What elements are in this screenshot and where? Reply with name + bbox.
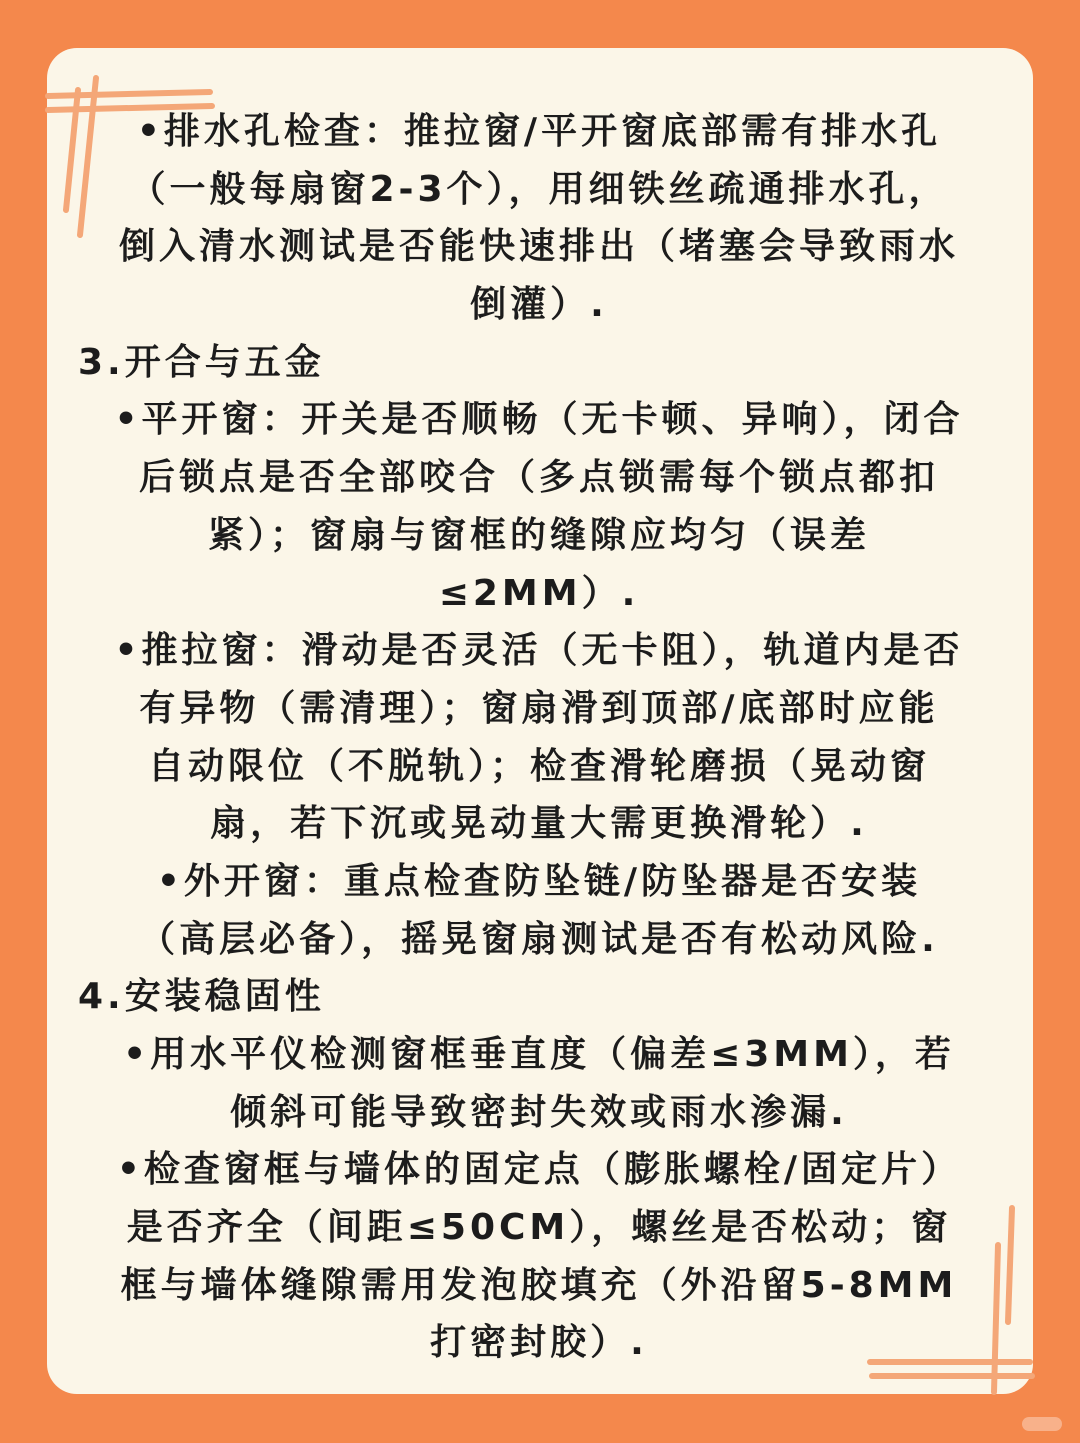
text-line: （高层必备），摇晃窗扇测试是否有松动风险.	[139, 918, 939, 960]
text-line: （一般每扇窗2-3个），用细铁丝疏通排水孔，	[129, 168, 949, 210]
checklist-text	[78, 103, 1000, 1372]
text-line: •用水平仪检测窗框垂直度（偏差≤3MM），若	[123, 1034, 955, 1075]
text-line: 是否齐全（间距≤50CM），螺丝是否松动；窗	[126, 1207, 952, 1249]
text-line: •外开窗：重点检查防坠链/防坠器是否安装	[156, 860, 922, 902]
text-line: 自动限位（不脱轨）；检查滑轮磨损（晃动窗	[147, 745, 930, 787]
watermark-badge	[1022, 1417, 1062, 1431]
text-line: •平开窗：开关是否顺畅（无卡顿、异响），闭合	[114, 399, 964, 441]
text-line: •检查窗框与墙体的固定点（膨胀螺栓/固定片）	[116, 1149, 962, 1191]
text-line: 紧）；窗扇与窗框的缝隙应均匀（误差	[207, 514, 870, 556]
text-line: 后锁点是否全部咬合（多点锁需每个锁点都扣	[138, 457, 939, 499]
text-line: ≤2MM）.	[438, 572, 640, 614]
text-line: 打密封胶）.	[430, 1322, 648, 1364]
text-line: 倾斜可能导致密封失效或雨水渗漏.	[230, 1091, 848, 1133]
text-line: •排水孔检查：推拉窗/平开窗底部需有排水孔	[136, 111, 942, 152]
section-heading: 3.开合与五金	[78, 341, 325, 383]
text-line: 倒灌）.	[470, 284, 608, 326]
text-line: 有异物（需清理）；窗扇滑到顶部/底部时应能	[139, 687, 939, 729]
section-heading: 4.安装稳固性	[78, 976, 325, 1018]
text-line: 扇，若下沉或晃动量大需更换滑轮）.	[210, 803, 868, 845]
text-line: 倒入清水测试是否能快速排出（堵塞会导致雨水	[118, 226, 959, 268]
text-line: •推拉窗：滑动是否灵活（无卡阻），轨道内是否	[114, 630, 964, 672]
text-line: 框与墙体缝隙需用发泡胶填充（外沿留5-8MM	[120, 1264, 958, 1306]
